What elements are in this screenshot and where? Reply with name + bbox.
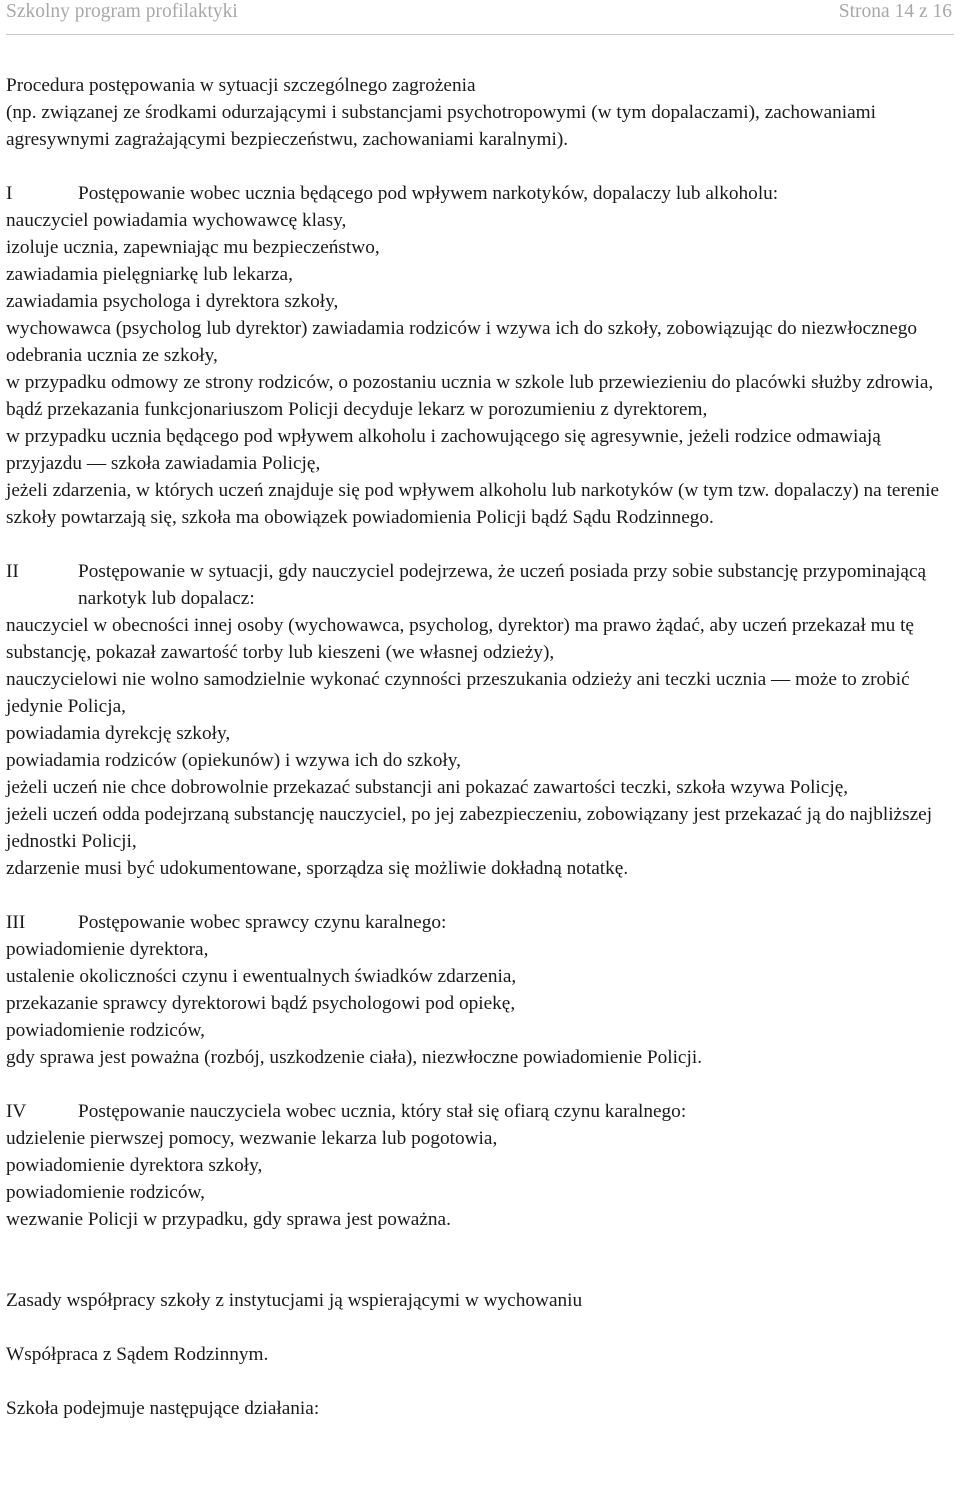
section-heading	[6, 909, 956, 936]
section-1	[6, 180, 956, 531]
list-item: zawiadamia psychologa i dyrektora szkoły,	[6, 291, 339, 312]
section-number: III	[6, 912, 26, 933]
list-item: jeżeli uczeń odda podejrzaną substancję nauczyciel, po jej zabezpieczeniu, zobowiązany jest przekazać ją do najbliższej jednostki Policji,	[6, 804, 933, 852]
list-item: izoluje ucznia, zapewniając mu bezpieczeństwo,	[6, 237, 380, 258]
actions-lead: Szkoła podejmuje następujące działania:	[6, 1398, 320, 1419]
page-number: Strona 14 z 16	[838, 1, 952, 22]
list-item: w przypadku odmowy ze strony rodziców, o pozostaniu ucznia w szkole lub przewiezieniu do placówki służby zdrowia, bądź przekazania funkcjonariuszom Policji decyduje lekarz w porozumieniu z dyrektorem,	[6, 372, 934, 420]
section-number: IV	[6, 1101, 27, 1122]
cooperation-heading: Zasady współpracy szkoły z instytucjami ją wspierającymi w wychowaniu	[6, 1290, 583, 1311]
list-item: wezwanie Policji w przypadku, gdy sprawa jest poważna.	[6, 1209, 451, 1230]
list-item: jeżeli zdarzenia, w których uczeń znajduje się pod wpływem alkoholu lub narkotyków (w tym tzw. dopalaczy) na terenie szkoły powtarzają się, szkoła ma obowiązek powiadomienia Policji bądź Sądu Rodzinnego.	[6, 480, 940, 528]
list-item: nauczyciel powiadamia wychowawcę klasy,	[6, 210, 347, 231]
list-item: nauczycielowi nie wolno samodzielnie wykonać czynności przeszukania odzieży ani teczki ucznia ― może to zrobić jedynie Policja,	[6, 669, 910, 717]
list-item: przekazanie sprawcy dyrektorowi bądź psychologowi pod opiekę,	[6, 993, 516, 1014]
list-item: powiadamia dyrekcję szkoły,	[6, 723, 231, 744]
list-item: zdarzenie musi być udokumentowane, sporządza się możliwie dokładną notatkę.	[6, 858, 629, 879]
section-number: I	[6, 183, 13, 204]
list-item: udzielenie pierwszej pomocy, wezwanie lekarza lub pogotowia,	[6, 1128, 498, 1149]
family-court-subheading: Współpraca z Sądem Rodzinnym.	[6, 1344, 269, 1365]
document-body	[6, 72, 956, 1422]
section-heading	[6, 558, 956, 612]
section-heading	[6, 180, 956, 207]
list-item: powiadamia rodziców (opiekunów) i wzywa ich do szkoły,	[6, 750, 461, 771]
list-item: jeżeli uczeń nie chce dobrowolnie przekazać substancji ani pokazać zawartości teczki, szkoła wzywa Policję,	[6, 777, 849, 798]
list-item: zawiadamia pielęgniarkę lub lekarza,	[6, 264, 293, 285]
section-4	[6, 1098, 956, 1233]
list-item: w przypadku ucznia będącego pod wpływem alkoholu i zachowującego się agresywnie, jeżeli rodzice odmawiają przyjazdu ― szkoła zawiadamia Policję,	[6, 426, 881, 474]
section-title: Postępowanie wobec sprawcy czynu karalnego:	[78, 912, 447, 933]
section-number: II	[6, 561, 19, 582]
list-item: ustalenie okoliczności czynu i ewentualnych świadków zdarzenia,	[6, 966, 517, 987]
page-header	[6, 0, 954, 35]
procedure-scope: (np. związanej ze środkami odurzającymi i substancjami psychotropowymi (w tym dopalaczami), zachowaniami agresywnymi zagrażającymi bezpieczeństwu, zachowaniami karalnymi).	[6, 102, 877, 150]
section-title: Postępowanie wobec ucznia będącego pod wpływem narkotyków, dopalaczy lub alkoholu:	[78, 183, 779, 204]
list-item: powiadomienie rodziców,	[6, 1020, 205, 1041]
section-title: Postępowanie w sytuacji, gdy nauczyciel podejrzewa, że uczeń posiada przy sobie substancję przypominającą narkotyk lub dopalacz:	[78, 561, 927, 609]
list-item: powiadomienie dyrektora szkoły,	[6, 1155, 263, 1176]
section-2	[6, 558, 956, 882]
section-title: Postępowanie nauczyciela wobec ucznia, który stał się ofiarą czynu karalnego:	[78, 1101, 687, 1122]
section-heading	[6, 1098, 956, 1125]
list-item: gdy sprawa jest poważna (rozbój, uszkodzenie ciała), niezwłoczne powiadomienie Policji.	[6, 1047, 703, 1068]
section-3	[6, 909, 956, 1071]
list-item: wychowawca (psycholog lub dyrektor) zawiadamia rodziców i wzywa ich do szkoły, zobowiązując do niezwłocznego odebrania ucznia ze szkoły,	[6, 318, 918, 366]
list-item: powiadomienie dyrektora,	[6, 939, 209, 960]
procedure-title: Procedura postępowania w sytuacji szczególnego zagrożenia	[6, 75, 476, 96]
document-title: Szkolny program profilaktyki	[6, 1, 238, 22]
list-item: nauczyciel w obecności innej osoby (wychowawca, psycholog, dyrektor) ma prawo żądać, aby uczeń przekazał mu tę substancję, pokazał zawartość torby lub kieszeni (we własnej odzieży),	[6, 615, 914, 663]
list-item: powiadomienie rodziców,	[6, 1182, 205, 1203]
